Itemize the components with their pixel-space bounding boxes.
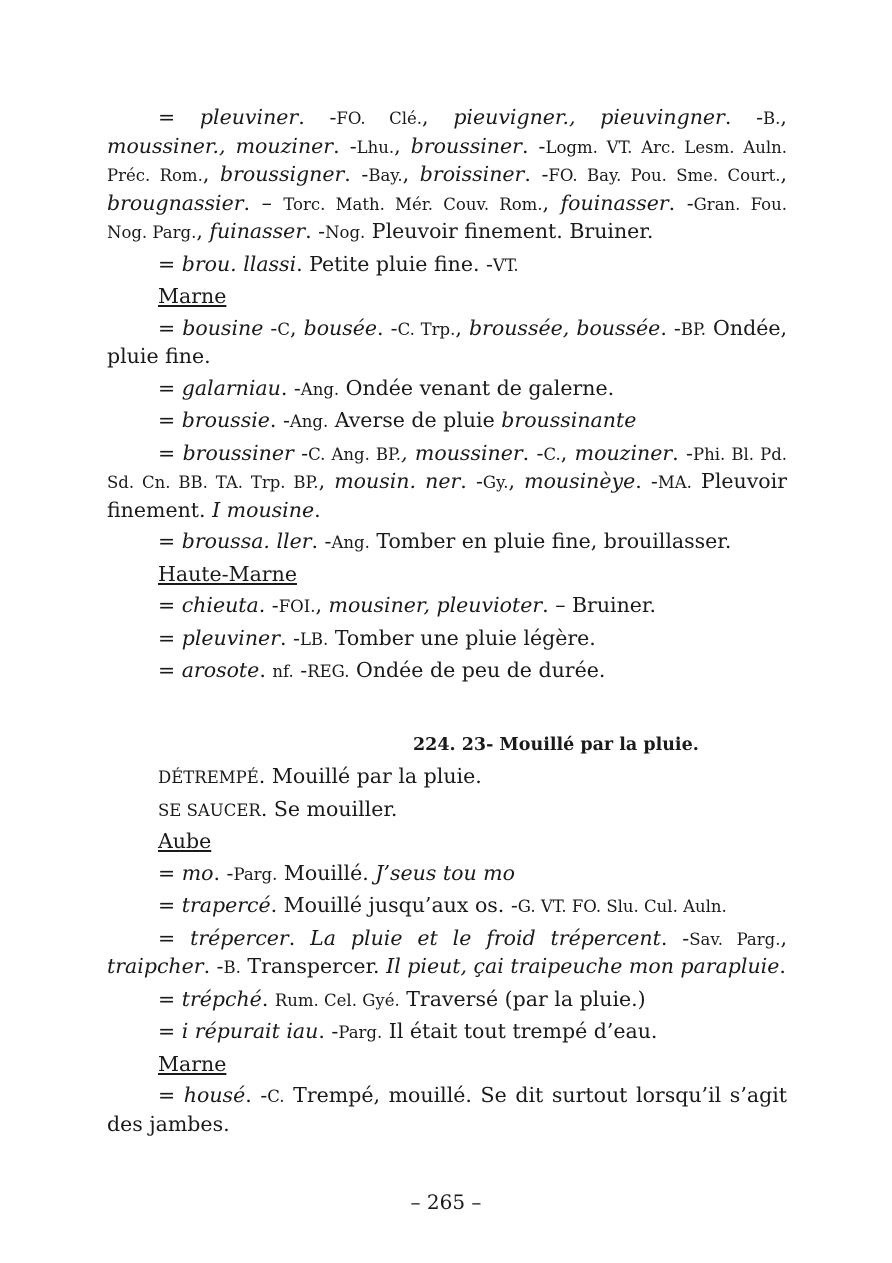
dialect-term: fouinasser	[560, 190, 669, 215]
entry-text: . Petite pluie fine. -	[296, 251, 493, 276]
headword: DÉTREMPÉ	[158, 768, 259, 787]
region-heading: Haute-Marne	[158, 561, 297, 586]
dialect-term: I mousine	[212, 497, 315, 522]
entry-text: . Mouillé par la pluie.	[258, 764, 482, 788]
dialect-term: trapercé	[181, 893, 271, 917]
entry-text: ,	[394, 133, 411, 158]
entry-text: =	[158, 105, 200, 129]
dialect-term: Il pieut, çai traipeuche mon parapluie	[386, 954, 780, 978]
locality-abbrev: FO. Bay. Pou. Sme. Court.	[548, 166, 781, 185]
entry-text: =	[158, 251, 182, 276]
locality-abbrev: G. VT. FO. Slu. Cul. Auln.	[517, 897, 727, 916]
entry-text: . -	[280, 625, 300, 650]
entry-text: . -	[672, 440, 693, 465]
entry-paragraph	[107, 763, 787, 792]
entry-text: -	[293, 440, 309, 465]
entry-paragraph	[107, 892, 787, 921]
locality-abbrev: Phi. Bl. Pd. Sd. Cn. BB. TA. Trp. BP.	[107, 444, 787, 492]
entry-text: =	[158, 625, 182, 650]
locality-abbrev: B.	[763, 109, 781, 128]
entry-paragraph	[107, 1018, 787, 1047]
dialect-term: galarniau	[181, 375, 281, 400]
entry-text: . -	[522, 440, 544, 465]
entry-text: . -	[269, 408, 290, 432]
entry-text: .	[288, 925, 311, 950]
entry-text: ,	[508, 469, 525, 493]
dialect-term: pleuviner	[181, 625, 280, 650]
locality-abbrev: Gy.	[482, 473, 509, 492]
entry-paragraph	[107, 986, 787, 1015]
dialect-term: trépercer	[190, 925, 289, 950]
dialect-term: mousinèye	[524, 469, 636, 493]
page-number: – 265 –	[410, 1190, 482, 1214]
entry-text: =	[158, 1019, 182, 1043]
entry-paragraph	[107, 104, 787, 247]
entry-text: . -	[213, 860, 234, 885]
entry-text: =	[158, 375, 182, 400]
entry-text: .	[261, 986, 275, 1011]
dialect-term: broussiner	[182, 440, 294, 465]
entry-text: Ondée de peu de durée.	[349, 658, 606, 682]
entry-paragraph	[107, 251, 787, 280]
locality-abbrev: Lhu.	[356, 137, 395, 157]
entry-text: -	[263, 315, 278, 340]
locality-abbrev: B.	[223, 958, 241, 977]
entry-text: Mouillé.	[277, 860, 376, 885]
entry-text: =	[158, 893, 182, 917]
entry-text: ,	[315, 593, 329, 617]
entry-text: Pleuvoir finement.	[107, 469, 787, 522]
entry-text: . -	[377, 315, 398, 340]
entry-paragraph	[107, 592, 787, 621]
locality-abbrev: MA.	[657, 473, 692, 492]
locality-abbrev: C	[277, 319, 290, 339]
entry-text: . -	[318, 1019, 339, 1043]
entry-text: .	[779, 954, 786, 978]
locality-abbrev: Bay.	[368, 166, 403, 185]
entry-text: .	[314, 497, 321, 522]
entry-text: . -	[660, 925, 690, 950]
entry-text: Pleuvoir finement. Bruiner.	[365, 219, 654, 243]
entry-text: Il était tout trempé d’eau.	[382, 1019, 658, 1043]
entry-text: .	[259, 658, 273, 682]
entry-text: ,	[196, 219, 210, 243]
dialect-term: broussiner	[410, 133, 522, 158]
entry-text: . Mouillé jusqu’aux os. -	[270, 893, 518, 917]
entry-paragraph	[107, 1082, 787, 1138]
entry-text: . -	[203, 954, 224, 978]
entry-text: . -	[460, 469, 483, 493]
dialect-term: bousée	[303, 315, 378, 340]
entry-text: Trempé, mouillé. Se dit surtout lorsqu’il s’agit des jambes.	[107, 1083, 787, 1136]
entry-text: =	[158, 408, 182, 432]
dialect-term: arosote	[181, 658, 260, 682]
entry-text: . -	[521, 133, 546, 158]
dialect-term: traipcher	[107, 954, 204, 978]
dialect-term: i répurait iau	[181, 1019, 319, 1043]
entry-paragraph	[107, 375, 787, 404]
entry-text: ,	[560, 440, 575, 465]
entry-text: . -	[668, 190, 694, 215]
entry-text: ,	[202, 162, 220, 186]
entry-text: =	[158, 658, 182, 682]
dialect-term: broussa. ller	[181, 529, 312, 553]
entry-text: . – Bruiner.	[542, 593, 656, 617]
dialect-term: , moussiner	[401, 440, 523, 465]
dialect-term: J’seus tou mo	[375, 860, 515, 885]
entry-text: ,	[402, 162, 420, 186]
entry-text: Traversé (par la pluie.)	[399, 986, 646, 1011]
dialect-term: mo	[181, 860, 214, 885]
entry-paragraph	[107, 860, 787, 889]
region-heading: Aube	[158, 829, 212, 853]
dialect-term: broissiner	[419, 162, 525, 186]
section-title: 224. 23- Mouillé par la pluie.	[413, 734, 699, 755]
entry-text: . -	[333, 133, 357, 158]
entry-text: Ondée, pluie fine.	[107, 315, 787, 368]
page-body	[107, 104, 787, 1138]
dialect-term: broussinante	[501, 408, 637, 432]
entry-text: =	[158, 925, 191, 950]
locality-abbrev: Ang.	[331, 533, 370, 552]
dialect-term: trépché	[181, 986, 262, 1011]
entry-text: ,	[780, 105, 787, 129]
entry-text: =	[158, 440, 183, 465]
dialect-term: broussie	[181, 408, 270, 432]
entry-text: . -	[245, 1083, 268, 1107]
headword: SE SAUCER	[158, 800, 261, 820]
locality-abbrev: FO. Clé.	[336, 109, 423, 128]
entry-text: =	[158, 1083, 184, 1107]
dialect-term: chieuta	[181, 593, 259, 617]
locality-abbrev: Torc. Math. Mér. Couv. Rom.	[283, 194, 543, 214]
entry-text: . -	[258, 593, 279, 617]
locality-abbrev: Ang.	[300, 379, 340, 399]
locality-abbrev: LB.	[299, 629, 329, 649]
locality-abbrev: Parg.	[338, 1023, 383, 1042]
entry-text: -	[293, 658, 308, 682]
entry-paragraph	[107, 528, 787, 557]
dialect-term: pleuviner	[199, 105, 299, 129]
locality-abbrev: Sav. Parg.	[689, 929, 781, 949]
entry-text: . -	[635, 469, 658, 493]
entry-text: . Se mouiller.	[260, 796, 398, 821]
entry-text: . -	[344, 162, 369, 186]
entry-text: . –	[243, 190, 284, 215]
entry-paragraph	[107, 657, 787, 686]
entry-text: =	[158, 986, 182, 1011]
entry-text: . -	[305, 219, 326, 243]
entry-text: =	[158, 593, 182, 617]
entry-text: ,	[780, 162, 787, 186]
entry-paragraph	[107, 925, 787, 982]
entry-text: Ondée venant de galerne.	[339, 375, 615, 400]
dialect-term: brougnassier	[107, 190, 244, 215]
entry-text: ,	[780, 925, 787, 950]
locality-abbrev: Ang.	[289, 412, 329, 431]
locality-abbrev: Parg.	[233, 864, 278, 884]
dialect-term: fuinasser	[209, 219, 306, 243]
entry-text: ,	[422, 105, 454, 129]
entry-text: Averse de pluie	[328, 408, 502, 432]
locality-abbrev: REG.	[307, 662, 350, 681]
entry-text: ,	[455, 315, 469, 340]
entry-text: =	[158, 529, 182, 553]
entry-text: . -	[280, 375, 301, 400]
dialect-term: La pluie et le froid trépercent	[310, 925, 661, 950]
entry-text: . -	[524, 162, 549, 186]
locality-abbrev: Nog.	[325, 223, 366, 242]
entry-text: ,	[542, 190, 561, 215]
entry-paragraph	[107, 315, 787, 371]
entry-paragraph	[107, 407, 787, 436]
dialect-term: housé	[183, 1083, 246, 1107]
locality-abbrev: nf.	[272, 662, 294, 681]
entry-text: ,	[290, 315, 304, 340]
region-heading: Marne	[158, 1051, 227, 1076]
locality-abbrev: Gran. Fou. Nog. Parg.	[107, 194, 787, 242]
locality-abbrev: BP.	[680, 319, 706, 339]
dialect-term: brou. llassi	[181, 251, 297, 276]
entry-text: ,	[318, 469, 335, 493]
locality-abbrev: C. Trp.	[397, 319, 456, 339]
entry-text: Tomber une pluie légère.	[328, 625, 596, 650]
locality-abbrev: Logm. VT. Arc. Lesm. Auln. Préc. Rom.	[107, 137, 787, 185]
locality-abbrev: FOI.	[278, 597, 316, 616]
dialect-term: pieuvigner., pieuvingner	[453, 105, 725, 129]
locality-abbrev: C.	[543, 444, 561, 464]
entry-paragraph	[107, 625, 787, 654]
locality-abbrev: VT.	[492, 255, 519, 275]
entry-text: Tomber en pluie fine, brouillasser.	[369, 529, 732, 553]
dialect-term: broussigner	[219, 162, 345, 186]
region-heading: Marne	[158, 284, 227, 308]
locality-abbrev: C.	[267, 1087, 285, 1106]
dialect-term: bousine	[182, 315, 264, 340]
dialect-term: mousiner, pleuvioter	[328, 593, 543, 617]
entry-text: . -	[660, 315, 681, 340]
entry-text: . -	[724, 105, 764, 129]
dialect-term: mouziner	[574, 440, 673, 465]
locality-abbrev: Rum. Cel. Gyé.	[274, 990, 400, 1010]
entry-text: Transpercer.	[240, 954, 387, 978]
dialect-term: mousin. ner	[334, 469, 461, 493]
entry-text: =	[158, 315, 183, 340]
entry-paragraph	[107, 440, 787, 525]
entry-text: =	[158, 860, 182, 885]
entry-text: . -	[311, 529, 332, 553]
locality-abbrev: C. Ang. BP.	[308, 444, 402, 464]
dialect-term: broussée, boussée	[468, 315, 661, 340]
dialect-term: moussiner., mouziner	[107, 133, 334, 158]
entry-text: . -	[298, 105, 337, 129]
entry-paragraph	[107, 796, 787, 825]
